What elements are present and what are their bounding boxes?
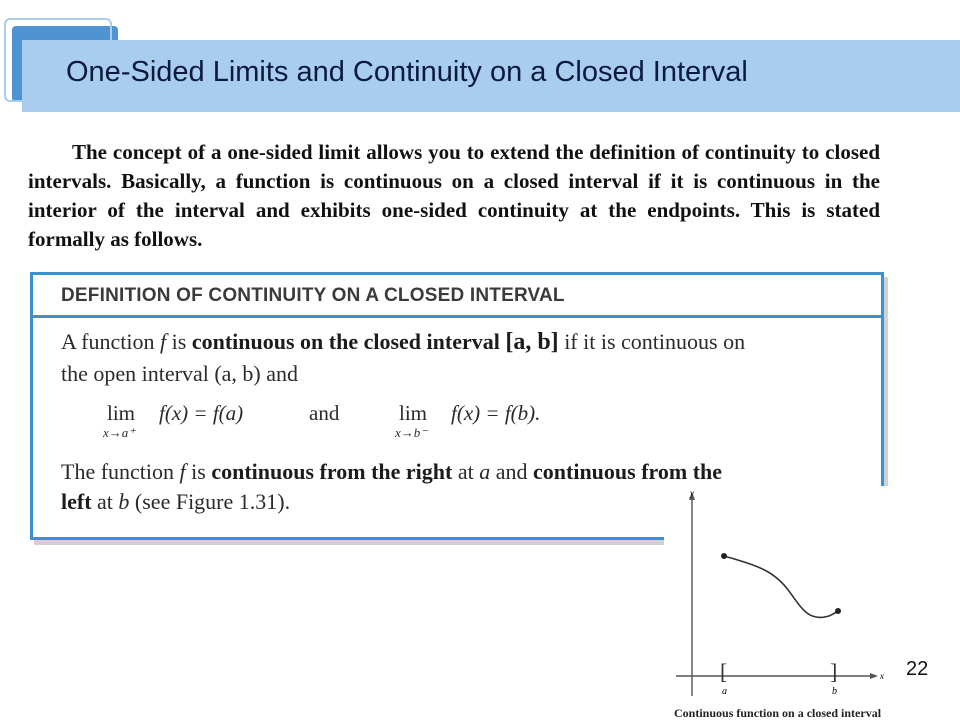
bold-term: continuous from the <box>533 459 723 484</box>
variable-f: f <box>160 329 167 354</box>
function-graph <box>664 486 896 720</box>
figure-continuous-function <box>664 486 896 720</box>
y-axis-label: y <box>690 488 694 498</box>
definition-heading: DEFINITION OF CONTINUITY ON A CLOSED INTERVAL <box>61 285 565 306</box>
tick-label-b: b <box>832 686 837 697</box>
definition-line-3 <box>61 459 722 485</box>
lim-word: lim <box>399 401 428 425</box>
limit-expression: f(x) = f(a) <box>159 401 244 425</box>
bold-term: continuous on the closed interval <box>191 329 506 354</box>
bold-term: continuous from the right <box>211 459 453 484</box>
and-word: and <box>309 401 340 425</box>
figure-caption: Continuous function on a closed interval <box>674 706 882 720</box>
slide-title: One-Sided Limits and Continuity on a Closed Interval <box>66 56 748 88</box>
lim-subscript: x→b⁻ <box>395 425 428 440</box>
variable-f: f <box>179 459 186 484</box>
text-span: if it is continuous on <box>558 329 746 354</box>
variable-a: a <box>479 459 491 484</box>
lim-subscript: x→a⁺ <box>103 425 136 440</box>
right-bracket: ] <box>830 659 838 684</box>
page-number: 22 <box>906 658 929 680</box>
text-span: at <box>452 459 480 484</box>
endpoint-b <box>835 608 841 614</box>
left-bracket: [ <box>720 659 728 684</box>
endpoint-a <box>721 553 727 559</box>
intro-paragraph: The concept of a one-sided limit allows you to extend the definition of continuity to closed intervals. Basically, a function is continuous on a closed interval if it is continuous in the interior of the interval and exhibits one-sided continuity at the endpoints. This is stated formally as follows. <box>28 140 880 251</box>
definition-line-1 <box>61 329 745 356</box>
definition-line-4 <box>61 489 290 515</box>
text-span: is <box>166 329 192 354</box>
text-span: (see Figure 1.31). <box>129 489 291 514</box>
tick-label-a: a <box>722 686 727 697</box>
limit-expression: f(x) = f(b). <box>451 401 541 425</box>
function-curve <box>724 556 838 617</box>
text-span: is <box>185 459 212 484</box>
x-axis-arrow <box>870 673 878 679</box>
text-span: A function <box>61 329 160 354</box>
variable-b: b <box>118 489 130 514</box>
text-span: The function <box>61 459 180 484</box>
definition-line-2: the open interval (a, b) and <box>61 361 299 386</box>
x-axis-label: x <box>880 671 884 681</box>
definition-header <box>33 275 881 318</box>
bold-term: left <box>61 489 92 514</box>
lim-word: lim <box>107 401 136 425</box>
text-span: at <box>91 489 119 514</box>
limit-right-expression <box>395 401 639 441</box>
text-span: and <box>490 459 533 484</box>
interval-notation: [a, b] <box>505 329 559 355</box>
